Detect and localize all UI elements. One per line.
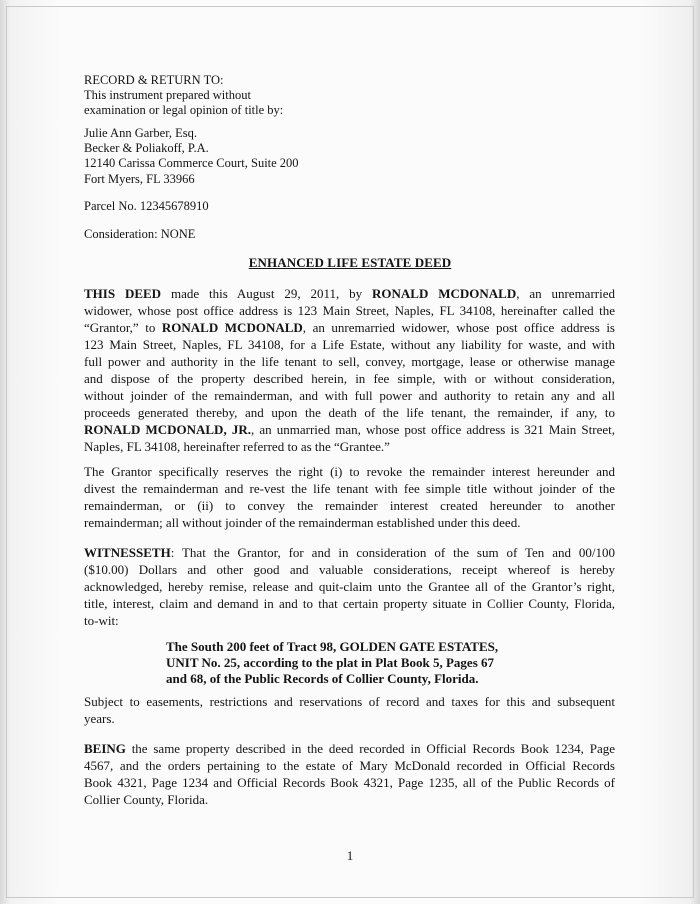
deed-line: full power and authority in the life tenant to sell, convey, mortgage, lease or otherwise manage xyxy=(84,354,615,369)
reservation-paragraph xyxy=(84,463,615,531)
being-line: 4567, and the orders pertaining to the estate of Mary McDonald recorded in Official Records xyxy=(84,758,615,773)
record-return-block xyxy=(84,73,384,119)
life-tenant-name: RONALD MCDONALD xyxy=(161,320,303,335)
deed-text: , an unremarried xyxy=(516,286,615,301)
deed-keyword: THIS DEED xyxy=(84,286,162,301)
preparer-address-line1: 12140 Carissa Commerce Court, Suite 200 xyxy=(84,156,299,171)
deed-line xyxy=(84,421,615,438)
preparer-name: Julie Ann Garber, Esq. xyxy=(84,126,198,140)
witnesseth-line xyxy=(84,544,615,561)
being-keyword: BEING xyxy=(84,741,126,756)
witnesseth-paragraph xyxy=(84,544,615,629)
being-line: Book 4321, Page 1234 and Official Records Book 4321, Page 1235, all of the Public Records of xyxy=(84,775,615,790)
deed-line: without joinder of the remainderman, and with full power and authority to retain any and all xyxy=(84,388,615,403)
witnesseth-line: acknowledged, hereby remise, release and quit-claim unto the Grantee all of the Grantor’s right, xyxy=(84,579,615,594)
legal-description-line: The South 200 feet of Tract 98, GOLDEN GATE ESTATES, xyxy=(166,639,499,654)
deed-line: and dispose of the property described herein, in fee simple, with or without consideration, xyxy=(84,371,615,386)
consideration: Consideration: NONE xyxy=(84,227,196,241)
reservation-line: remainderman, or (ii) to convey the remainder interest created hereunder to another xyxy=(84,498,615,513)
witnesseth-line: title, interest, claim and demand in and to that certain property situate in Collier County, Florida, xyxy=(84,596,615,611)
witnesseth-keyword: WITNESSETH xyxy=(84,545,171,560)
being-text: the same property described in the deed recorded in Official Records Book 1234, Page xyxy=(125,741,615,756)
record-return-line: This instrument prepared without xyxy=(84,88,251,103)
deed-line: 123 Main Street, Naples, FL 34108, for a Life Estate, without any liability for waste, and with xyxy=(84,337,615,352)
being-line: Collier County, Florida. xyxy=(84,792,209,807)
being-line xyxy=(84,740,615,757)
deed-text: , an unremarried widower, whose post office address is xyxy=(302,320,615,335)
reservation-line: divest the remainderman and re-vest the life tenant with fee simple title without joinder of the xyxy=(84,481,615,496)
preparer-firm: Becker & Poliakoff, P.A. xyxy=(84,141,209,156)
legal-description-line: UNIT No. 25, according to the plat in Plat Book 5, Pages 67 xyxy=(166,655,495,670)
being-paragraph xyxy=(84,740,615,808)
reservation-line: remainderman; all without joinder of the remainderman established under this deed. xyxy=(84,515,521,530)
preparer-block xyxy=(84,126,384,187)
deed-line xyxy=(84,319,615,336)
subject-to-line: years. xyxy=(84,711,115,726)
witnesseth-line: to-wit: xyxy=(84,613,119,628)
record-return-line: RECORD & RETURN TO: xyxy=(84,73,224,87)
deed-line: proceeds generated thereby, and upon the death of the life tenant, the remainder, if any, to xyxy=(84,405,615,420)
preparer-address-line2: Fort Myers, FL 33966 xyxy=(84,171,195,186)
page-number: 1 xyxy=(346,848,354,863)
subject-to-line: Subject to easements, restrictions and reservations of record and taxes for this and subsequent xyxy=(84,694,615,709)
deed-text: made this August 29, 2011, by xyxy=(161,286,372,301)
deed-line: Naples, FL 34108, hereinafter referred to as the “Grantee.” xyxy=(84,439,390,454)
deed-text: , an unmarried man, whose post office address is 321 Main Street, xyxy=(250,422,615,437)
record-return-line: examination or legal opinion of title by: xyxy=(84,103,284,118)
legal-description xyxy=(166,639,526,687)
reservation-line: The Grantor specifically reserves the right (i) to revoke the remainder interest hereunder and xyxy=(84,464,615,479)
legal-description-line: and 68, of the Public Records of Collier County, Florida. xyxy=(166,671,479,686)
grantor-name: RONALD MCDONALD xyxy=(372,286,517,301)
deed-line: widower, whose post office address is 123 Main Street, Naples, FL 34108, hereinafter called the xyxy=(84,303,615,318)
deed-paragraph xyxy=(84,285,615,455)
parcel-number: Parcel No. 12345678910 xyxy=(84,199,209,213)
subject-to-paragraph xyxy=(84,693,615,727)
document-title: ENHANCED LIFE ESTATE DEED xyxy=(248,255,452,270)
deed-text: “Grantor,” to xyxy=(84,320,162,335)
witnesseth-line: ($10.00) Dollars and other good and valuable considerations, receipt whereof is hereby xyxy=(84,562,615,577)
witnesseth-text: : That the Grantor, for and in consideration of the sum of Ten and 00/100 xyxy=(170,545,615,560)
grantee-name: RONALD MCDONALD, JR. xyxy=(84,422,251,437)
deed-line xyxy=(84,285,615,302)
